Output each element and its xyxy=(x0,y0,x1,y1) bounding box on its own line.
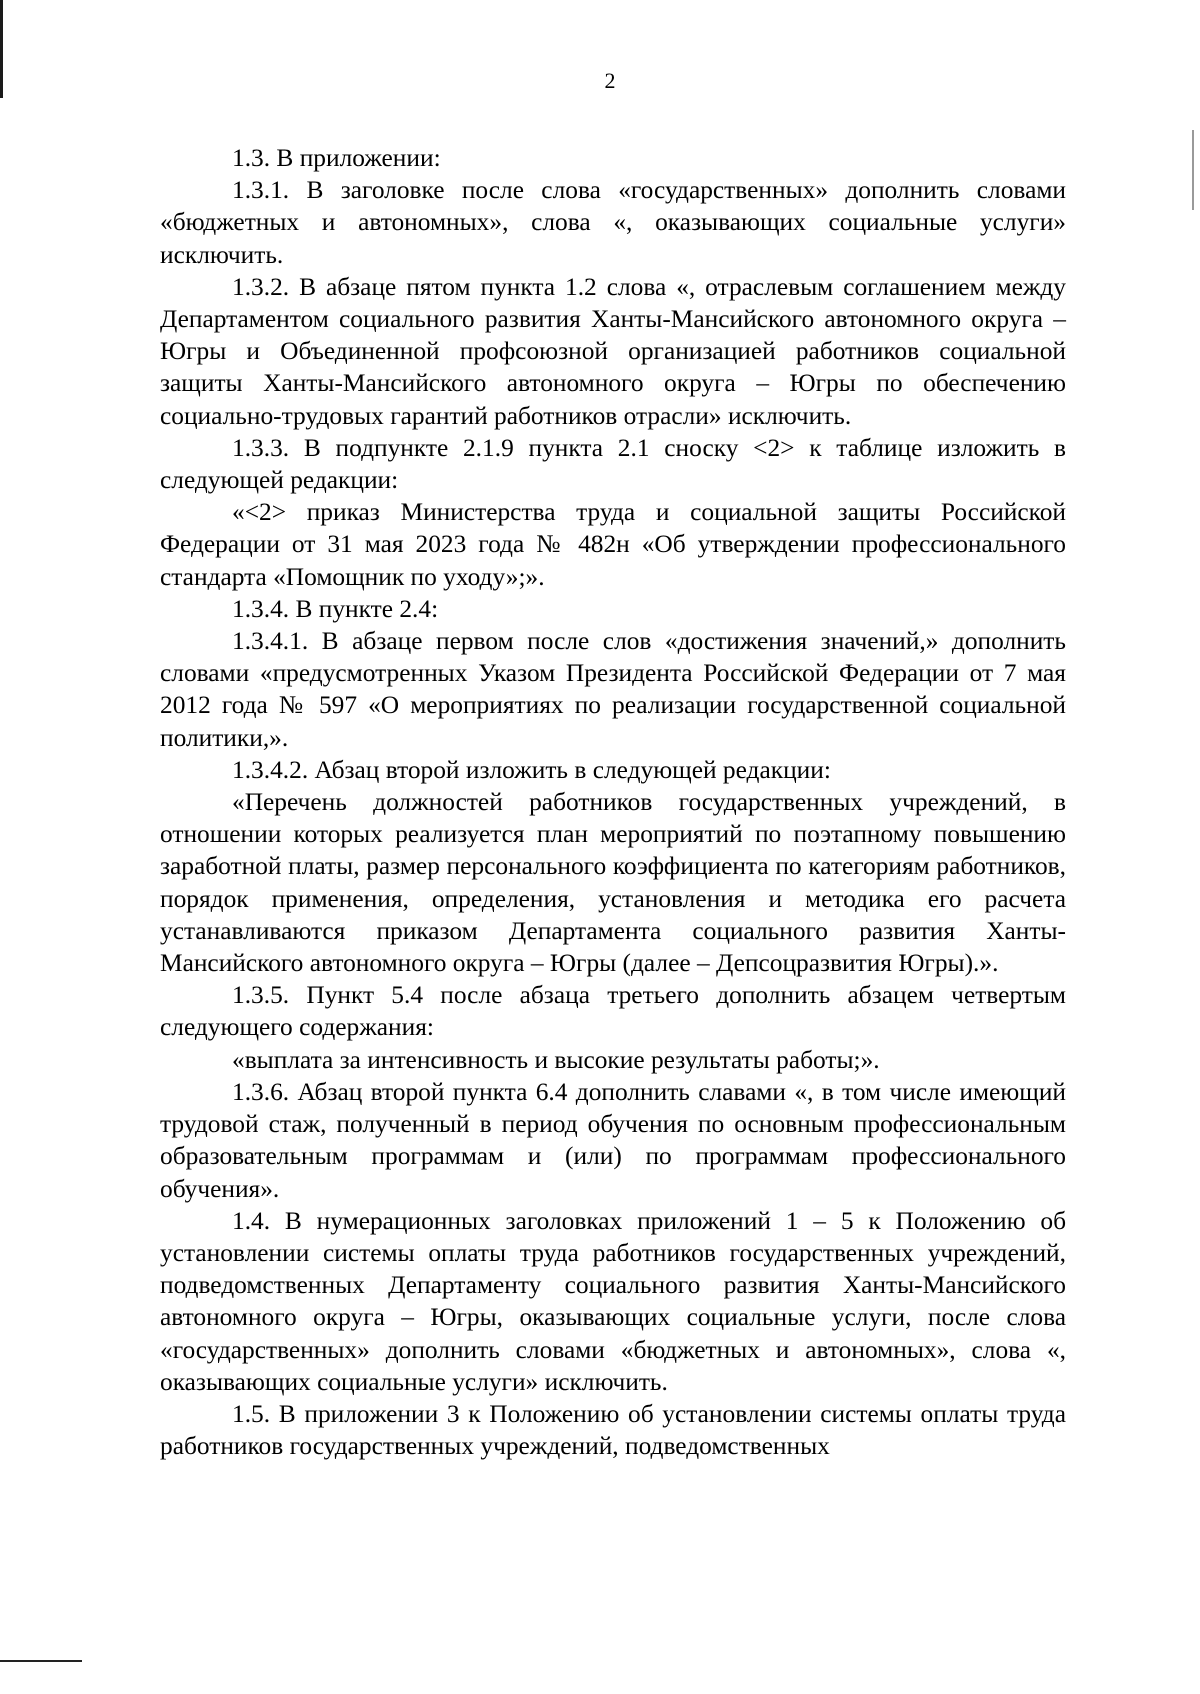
paragraph-1-3-4-1: 1.3.4.1. В абзаце первом после слов «достижения значений,» дополнить словами «предусмотренных Указом Президента Российской Федерации от 7 мая 2012 года № 597 «О мероприятиях по реализации государственной социальной политики,». xyxy=(160,627,1066,752)
paragraph-1-4: 1.4. В нумерационных заголовках приложений 1 – 5 к Положению об установлении системы оплаты труда работников государственных учреждений, подведомственных Департаменту социального развития Ханты-Мансийского автономного округа – Югры, оказывающих социальные услуги, после слова «государственных» дополнить словами «бюджетных и автономных», слова «, оказывающих социальные услуги» исключить. xyxy=(160,1206,1066,1396)
paragraph-position-list: «Перечень должностей работников государственных учреждений, в отношении которых реализуется план мероприятий по поэтапному повышению заработной платы, размер персонального коэффициента по категориям работников, порядок применения, определения, установления и методика его расчета устанавливаются приказом Департамента социального развития Ханты-Мансийского автономного округа – Югры (далее – Депсоцразвития Югры).». xyxy=(160,788,1066,978)
paragraph-1-3-1: 1.3.1. В заголовке после слова «государственных» дополнить словами «бюджетных и автономных», слова «, оказывающих социальные услуги» исключить. xyxy=(160,176,1066,269)
paragraph-1-5: 1.5. В приложении 3 к Положению об установлении системы оплаты труда работников государственных учреждений, подведомственных xyxy=(160,1399,1066,1461)
paragraph-footnote-2: «<2> приказ Министерства труда и социальной защиты Российской Федерации от 31 мая 2023 года № 482н «Об утверждении профессионального стандарта «Помощник по уходу»;». xyxy=(160,498,1066,591)
paragraph-1-3: 1.3. В приложении: xyxy=(232,144,441,172)
document-body xyxy=(160,142,1066,1462)
scan-artifact-bottom-line xyxy=(0,1660,82,1662)
scan-artifact-right-edge xyxy=(1192,130,1194,210)
paragraph-intensity-payment: «выплата за интенсивность и высокие результаты работы;». xyxy=(232,1045,880,1074)
paragraph-1-3-6: 1.3.6. Абзац второй пункта 6.4 дополнить славами «, в том числе имеющий трудовой стаж, полученный в период обучения по основным профессиональным образовательным программам и (или) по программам профессионального обучения». xyxy=(160,1077,1066,1203)
paragraph-1-3-2: 1.3.2. В абзаце пятом пункта 1.2 слова «, отраслевым соглашением между Департаментом социального развития Ханты-Мансийского автономного округа – Югры и Объединенной профсоюзной организацией работников социальной защиты Ханты-Мансийского автономного округа – Югры по обеспечению социально-трудовых гарантий работников отрасли» исключить. xyxy=(160,272,1066,430)
paragraph-1-3-5: 1.3.5. Пункт 5.4 после абзаца третьего дополнить абзацем четвертым следующего содержания: xyxy=(160,981,1066,1042)
paragraph-1-3-3: 1.3.3. В подпункте 2.1.9 пункта 2.1 сноску <2> к таблице изложить в следующей редакции: xyxy=(160,433,1066,495)
page-number: 2 xyxy=(604,68,616,93)
paragraph-1-3-4-2: 1.3.4.2. Абзац второй изложить в следующей редакции: xyxy=(232,755,831,784)
paragraph-1-3-4: 1.3.4. В пункте 2.4: xyxy=(232,594,439,623)
